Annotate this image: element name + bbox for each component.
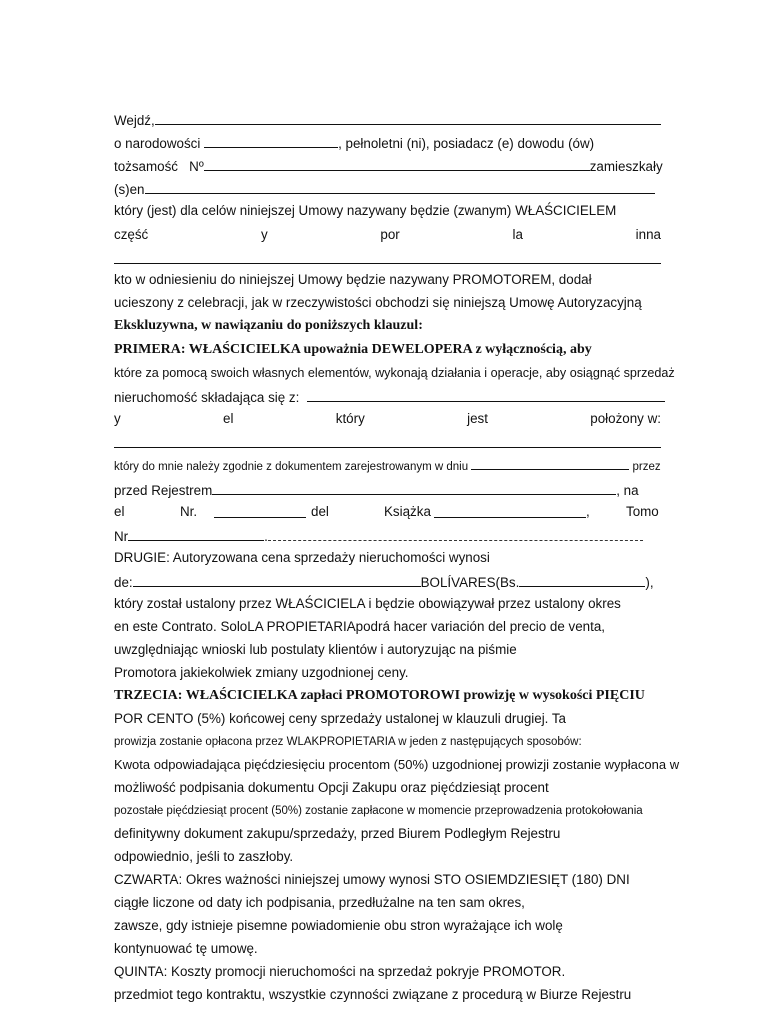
line-exclusive: Ekskluzywna, w nawiązaniu do poniższych klauzul: (114, 318, 423, 333)
line-commission: prowizja zostanie opłacona przez WLAKPROPIETARIA w jeden z następujących sposobów: (114, 736, 582, 748)
clause-fifth-heading: QUINTA: Koszty promocji nieruchomości na sprzedaż pokryje PROMOTOR. (114, 964, 566, 979)
line-option: możliwość podpisania dokumentu Opcji Zakupu oraz pięćdziesiąt procent (114, 780, 549, 795)
line-accordingly: odpowiednio, jeśli to zaszłoby. (114, 849, 294, 864)
line-book (114, 504, 661, 520)
de-label: de: (114, 575, 133, 590)
clause-second-heading: DRUGIE: Autoryzowana cena sprzedaży nieruchomości wynosi (114, 550, 490, 565)
on-label: , na (616, 483, 639, 498)
volume-label: Tomo (626, 504, 659, 519)
registration-date-blank (471, 458, 629, 470)
line-party (114, 227, 661, 243)
enter-label: Wejdź, (114, 113, 155, 128)
property-label: nieruchomość składająca się z: (114, 390, 300, 405)
nationality-blank (204, 134, 338, 148)
line-continuous: ciągłe liczone od daty ich podpisania, przedłużalne na ten sam okres, (114, 895, 525, 910)
id-number-blank (204, 157, 590, 171)
line-nationality (114, 134, 661, 152)
number-label: Nº (189, 159, 204, 174)
registry-blank (212, 481, 616, 495)
number-blank (214, 504, 306, 518)
clause-first-heading: PRIMERA: WŁAŚCICIELKA upoważnia DEWELOPERA z wyłącznością, aby (114, 342, 592, 357)
party-word-4: la (512, 227, 523, 242)
line-registered (114, 458, 661, 475)
property-blank (307, 388, 665, 402)
nr2-label: Nr (114, 529, 129, 544)
line-property (114, 388, 661, 406)
residing-label: zamieszkały (589, 159, 663, 174)
party-word-1: część (114, 227, 149, 242)
book-blank (434, 504, 586, 518)
by-label: przez (632, 461, 661, 473)
price-words-blank (133, 573, 421, 587)
line-enter (114, 111, 661, 129)
line-changes: Promotora jakiekolwiek zmiany uzgodnionej ceny. (114, 665, 409, 680)
book-label: Książka (384, 504, 431, 519)
adult-id-label: , pełnoletni (ni), posiadacz (e) dowodu (ów) (338, 136, 595, 151)
line-amount: Kwota odpowiadająca pięćdziesięciu procentom (50%) uzgodnionej prowizji zostanie wypłacona w (114, 757, 680, 772)
line-owner: który (jest) dla celów niniejszej Umowy nazywany będzie (zwanym) WŁAŚCICIELEM (114, 203, 617, 218)
dashed-rule (268, 530, 643, 541)
line-subject: przedmiot tego kontraktu, wszystkie czynności związane z procedurą w Biurze Rejestru (114, 987, 632, 1002)
registry-label: przed Rejestrem (114, 483, 213, 498)
identity-label: tożsamość (114, 159, 178, 174)
period-label: . (264, 529, 268, 544)
comma-label: , (586, 504, 590, 519)
nr-label: Nr. (180, 504, 198, 519)
residence-blank (145, 180, 655, 194)
location-blank (114, 434, 661, 448)
price-number-blank (519, 573, 645, 587)
del-label: del (311, 504, 329, 519)
located-word-5: położony w: (590, 411, 661, 426)
clause-third-heading: TRZECIA: WŁAŚCICIELKA zapłaci PROMOTOROWI prowizję w wysokości PIĘCIU (114, 688, 645, 703)
line-contract: en este Contrato. SoloLA PROPIETARIApodrá hacer variación del precio de venta, (114, 619, 606, 634)
party-word-2: y (260, 227, 268, 242)
line-promoter: kto w odniesieniu do niniejszej Umowy będzie nazywany PROMOTOREM, dodał (114, 272, 592, 287)
located-word-1: y (114, 411, 121, 426)
party-word-3: por (380, 227, 400, 242)
residence-label: (s)en (114, 182, 145, 197)
line-continue: kontynuować tę umowę. (114, 941, 258, 956)
line-located (114, 411, 661, 427)
line-residence (114, 180, 661, 198)
line-nr (114, 527, 661, 545)
name-blank (155, 111, 661, 125)
clause-fourth-heading: CZWARTA: Okres ważności niniejszej umowy wynosi STO OSIEMDZIESIĘT (180) DNI (114, 872, 630, 887)
line-remaining: pozostałe pięćdziesiąt procent (50%) zostanie zapłacone w momencie przeprowadzenia protokołowania (114, 805, 643, 817)
line-elements: które za pomocą swoich własnych elementów, wykonają działania i operacje, aby osiągnąć sprzedaż (114, 366, 675, 380)
other-party-blank (114, 250, 661, 264)
nationality-label: o narodowości (114, 136, 201, 151)
bolivares-label: BOLÍVARES(Bs. (420, 575, 520, 590)
located-word-4: jest (467, 411, 488, 426)
nr2-blank (128, 527, 264, 541)
registered-label: który do mnie należy zgodnie z dokumentem zarejestrowanym w dniu (114, 461, 469, 473)
line-always: zawsze, gdy istnieje pisemne powiadomienie obu stron wyrażające ich wolę (114, 918, 563, 933)
line-registry (114, 481, 661, 499)
line-celebration: ucieszony z celebracji, jak w rzeczywistości obchodzi się niniejszą Umowę Autoryzacyjną (114, 295, 642, 310)
el-label: el (114, 504, 125, 519)
line-percent: POR CENTO (5%) końcowej ceny sprzedaży ustalonej w klauzuli drugiej. Ta (114, 711, 567, 726)
close-paren-label: ), (645, 575, 654, 590)
line-requests: uwzględniając wnioski lub postulaty klientów i autoryzując na piśmie (114, 642, 517, 657)
line-definitive: definitywny dokument zakupu/sprzedaży, przed Biurem Podległym Rejestru (114, 826, 561, 841)
line-established: który został ustalony przez WŁAŚCICIELA i będzie obowiązywał przez ustalony okres (114, 596, 621, 611)
line-identity (114, 157, 661, 175)
party-word-5: inna (635, 227, 661, 242)
located-word-2: el (223, 411, 234, 426)
located-word-3: który (335, 411, 365, 426)
line-price (114, 573, 661, 591)
